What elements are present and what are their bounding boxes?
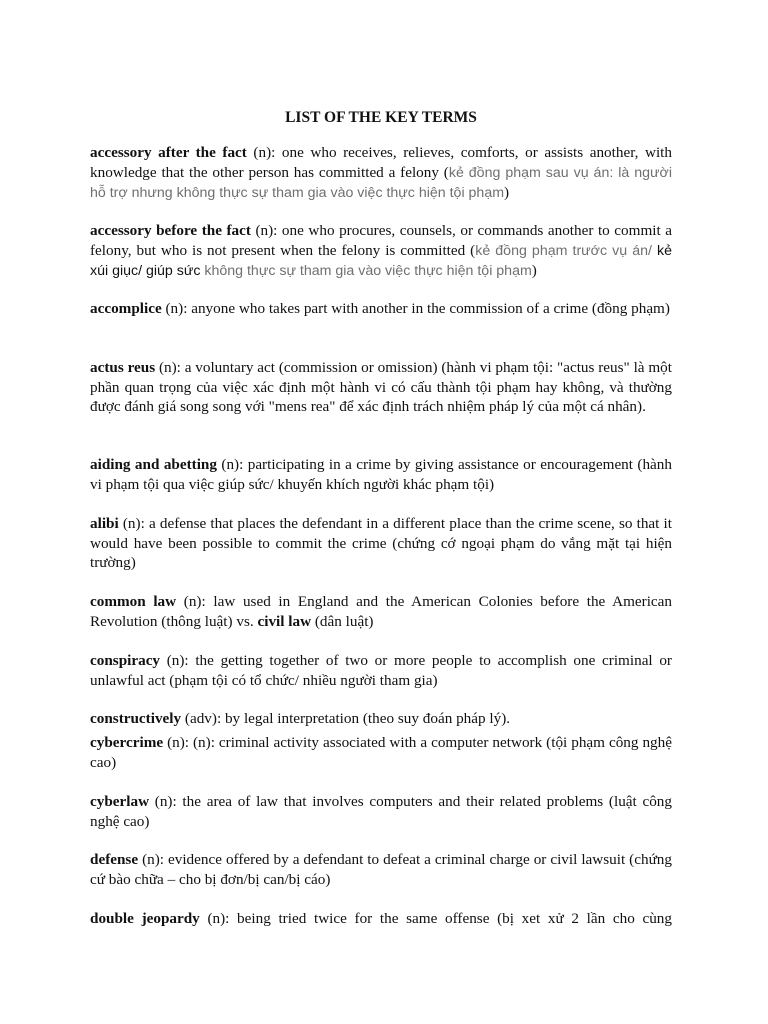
entry-common-law [90,592,672,631]
definition: (adv): by legal interpretation (theo suy đoán pháp lý). [181,710,511,727]
term: common law [90,593,177,610]
term: actus reus [90,359,156,376]
entry-actus-reus [90,358,672,417]
term: cybercrime [90,734,164,751]
term-secondary: civil law [257,612,312,630]
entry-cyberlaw [90,792,672,831]
definition: (n): one who procures, counsels, or commands another to commit a felony, but who is not present when the felony is committed ( [90,222,672,259]
entry-aiding-and-abetting [90,455,672,494]
vietnamese-gloss: kẻ đồng phạm trước vụ án/ [475,242,652,259]
definition: (n): law used in England and the American Colonies before the American Revolution (thông luật) vs. [90,593,672,630]
term: accessory before the fact [90,222,251,239]
term: accomplice [90,300,162,317]
page-title: LIST OF THE KEY TERMS [285,109,477,126]
definition: (n): the getting together of two or more people to accomplish one criminal or unlawful act (phạm tội có tổ chức/ nhiều người tham gia) [90,652,672,689]
term: conspiracy [90,652,161,669]
definition: (n): one who receives, relieves, comforts, or assists another, with knowledge that the other person has committed a felony ( [90,144,672,181]
definition: (n): being tried twice for the same offense (bị xet xử 2 lần cho cùng [199,910,672,927]
entry-accessory-after-the-fact [90,143,672,204]
definition: (n): the area of law that involves computers and their related problems (luật công nghệ cao) [90,793,672,830]
term: alibi [90,515,119,532]
entry-constructively [90,709,672,729]
definition: (n): (n): criminal activity associated with a computer network (tội phạm công nghệ cao) [90,734,672,771]
vietnamese-gloss-continued: không thực sự tham gia vào việc thực hiện tội phạm [204,263,532,279]
entry-accomplice [90,299,672,319]
term: cyberlaw [90,793,150,810]
entry-alibi [90,514,672,573]
closing-paren: ) [531,262,537,279]
term: accessory after the fact [90,144,247,161]
term: constructively [90,710,182,727]
vietnamese-gloss-emphasis: kẻ xúi giục/ giúp sức [90,242,672,279]
definition: (n): a voluntary act (commission or omission) (hành vi phạm tội: "actus reus" là một phần quan trọng của việc xác định một hành vi có cấu thành tội phạm hay không, và thường được đánh giá song song với "mens rea" để xác định trách nhiệm pháp lý của một cá nhân). [90,359,672,415]
entry-accessory-before-the-fact [90,221,672,282]
definition: (n): anyone who takes part with another in the commission of a crime (đồng phạm) [161,300,670,317]
closing-paren: ) [504,184,510,201]
definition: (n): evidence offered by a defendant to defeat a criminal charge or civil lawsuit (chứng cứ bào chữa – cho bị đơn/bị can/bị cáo) [90,851,672,888]
vietnamese-gloss: kẻ đồng phạm sau vụ án: là người hỗ trợ nhưng không thực sự tham gia vào việc thực hiện tội phạm [90,164,672,201]
entry-defense [90,850,672,889]
term: double jeopardy [90,910,200,927]
entry-cybercrime [90,733,672,772]
definition: (n): participating in a crime by giving assistance or encouragement (hành vi phạm tội qua việc giúp sức/ khuyến khích người khác phạm tội) [90,456,672,493]
term: defense [90,851,139,868]
definition: (n): a defense that places the defendant in a different place than the crime scene, so that it would have been possible to commit the crime (chứng cớ ngoại phạm do vắng mặt tại hiện trường) [90,515,672,571]
entry-conspiracy [90,651,672,690]
term: aiding and abetting [90,456,217,473]
entry-double-jeopardy [90,909,672,929]
definition-secondary: (dân luật) [311,612,374,630]
